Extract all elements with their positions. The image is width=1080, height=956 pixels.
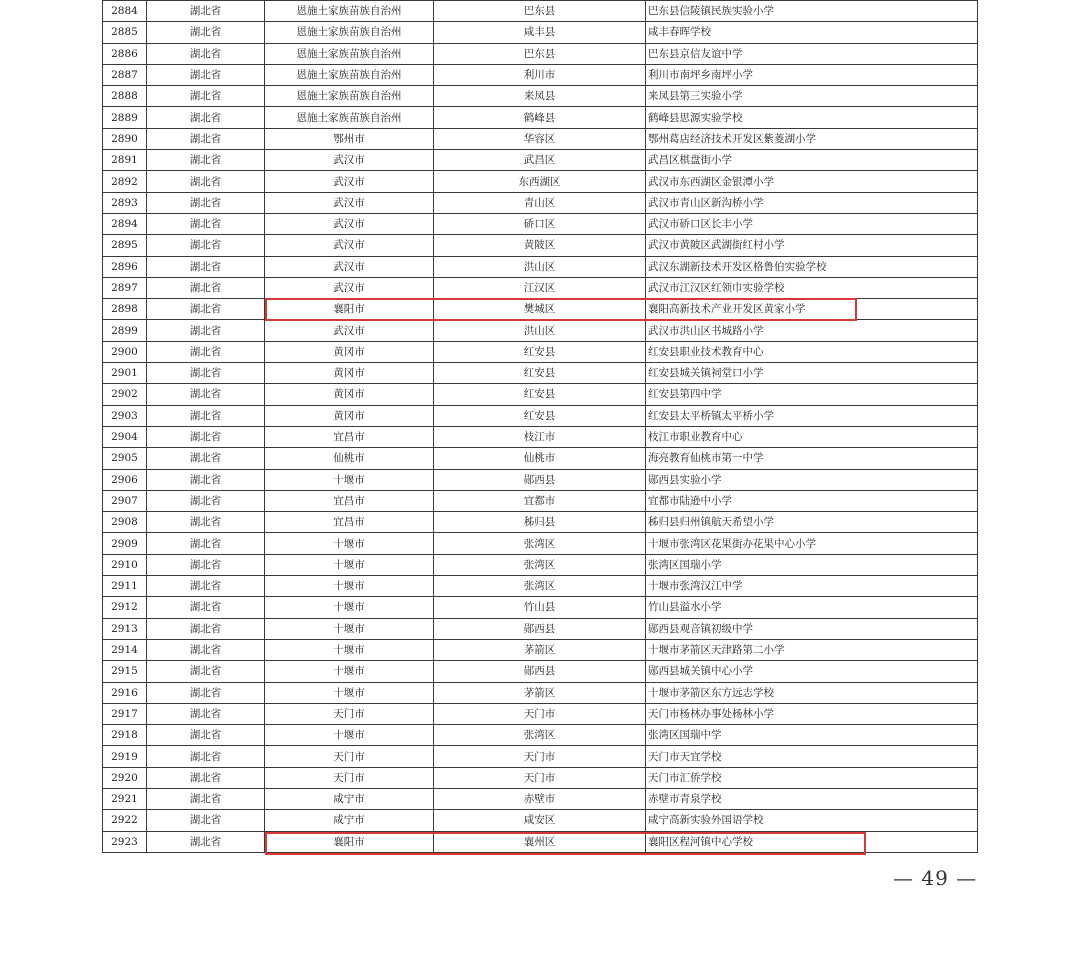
table-row xyxy=(103,22,978,43)
county-cell: 天门市 xyxy=(434,746,646,767)
table-row xyxy=(103,618,978,639)
city-cell: 黄冈市 xyxy=(265,363,434,384)
city-cell: 十堰市 xyxy=(265,639,434,660)
table-row xyxy=(103,320,978,341)
county-cell: 枝江市 xyxy=(434,426,646,447)
city-cell: 仙桃市 xyxy=(265,448,434,469)
city-cell: 恩施土家族苗族自治州 xyxy=(265,43,434,64)
row-number-cell: 2897 xyxy=(103,277,147,298)
province-cell: 湖北省 xyxy=(147,725,265,746)
school-name-cell: 十堰市茅箭区东方远志学校 xyxy=(646,682,978,703)
page-number: — 49 — xyxy=(893,866,978,890)
county-cell: 青山区 xyxy=(434,192,646,213)
province-cell: 湖北省 xyxy=(147,171,265,192)
school-name-cell: 咸宁高新实验外国语学校 xyxy=(646,810,978,831)
row-number-cell: 2917 xyxy=(103,703,147,724)
school-name-cell: 郧西县城关镇中心小学 xyxy=(646,661,978,682)
school-name-cell: 张湾区国瑞小学 xyxy=(646,554,978,575)
county-cell: 红安县 xyxy=(434,405,646,426)
school-name-cell: 武汉市洪山区书城路小学 xyxy=(646,320,978,341)
row-number-cell: 2900 xyxy=(103,341,147,362)
city-cell: 十堰市 xyxy=(265,533,434,554)
county-cell: 巴东县 xyxy=(434,43,646,64)
school-name-cell: 武汉东湖新技术开发区格鲁伯实验学校 xyxy=(646,256,978,277)
county-cell: 巴东县 xyxy=(434,1,646,22)
table-row xyxy=(103,1,978,22)
province-cell: 湖北省 xyxy=(147,618,265,639)
school-name-cell: 张湾区国瑞中学 xyxy=(646,725,978,746)
school-name-cell: 天门市杨林办事处杨林小学 xyxy=(646,703,978,724)
county-cell: 洪山区 xyxy=(434,256,646,277)
row-number-cell: 2899 xyxy=(103,320,147,341)
city-cell: 鄂州市 xyxy=(265,128,434,149)
school-name-cell: 十堰市茅箭区天津路第二小学 xyxy=(646,639,978,660)
row-number-cell: 2914 xyxy=(103,639,147,660)
province-cell: 湖北省 xyxy=(147,405,265,426)
city-cell: 恩施土家族苗族自治州 xyxy=(265,1,434,22)
county-cell: 红安县 xyxy=(434,384,646,405)
table-row xyxy=(103,128,978,149)
city-cell: 武汉市 xyxy=(265,235,434,256)
school-name-cell: 秭归县归州镇航天希望小学 xyxy=(646,512,978,533)
school-name-cell: 武汉市青山区新沟桥小学 xyxy=(646,192,978,213)
province-cell: 湖北省 xyxy=(147,107,265,128)
city-cell: 咸宁市 xyxy=(265,810,434,831)
school-name-cell: 武昌区棋盘街小学 xyxy=(646,150,978,171)
table-row xyxy=(103,597,978,618)
province-cell: 湖北省 xyxy=(147,533,265,554)
row-number-cell: 2898 xyxy=(103,299,147,320)
school-name-cell: 鹤峰县思源实验学校 xyxy=(646,107,978,128)
city-cell: 武汉市 xyxy=(265,150,434,171)
table-row xyxy=(103,235,978,256)
row-number-cell: 2902 xyxy=(103,384,147,405)
table-row xyxy=(103,746,978,767)
county-cell: 硚口区 xyxy=(434,213,646,234)
school-list-body xyxy=(103,1,978,853)
table-row xyxy=(103,64,978,85)
row-number-cell: 2905 xyxy=(103,448,147,469)
school-name-cell: 天门市天宜学校 xyxy=(646,746,978,767)
county-cell: 茅箭区 xyxy=(434,682,646,703)
city-cell: 襄阳市 xyxy=(265,831,434,852)
row-number-cell: 2918 xyxy=(103,725,147,746)
county-cell: 武昌区 xyxy=(434,150,646,171)
school-name-cell: 郧西县实验小学 xyxy=(646,469,978,490)
school-name-cell: 宜都市陆逊中小学 xyxy=(646,490,978,511)
row-number-cell: 2923 xyxy=(103,831,147,852)
table-row xyxy=(103,554,978,575)
city-cell: 黄冈市 xyxy=(265,384,434,405)
row-number-cell: 2920 xyxy=(103,767,147,788)
province-cell: 湖北省 xyxy=(147,128,265,149)
province-cell: 湖北省 xyxy=(147,277,265,298)
city-cell: 恩施土家族苗族自治州 xyxy=(265,64,434,85)
row-number-cell: 2888 xyxy=(103,86,147,107)
city-cell: 十堰市 xyxy=(265,554,434,575)
county-cell: 赤壁市 xyxy=(434,788,646,809)
row-number-cell: 2901 xyxy=(103,363,147,384)
province-cell: 湖北省 xyxy=(147,150,265,171)
county-cell: 利川市 xyxy=(434,64,646,85)
province-cell: 湖北省 xyxy=(147,192,265,213)
province-cell: 湖北省 xyxy=(147,299,265,320)
county-cell: 咸丰县 xyxy=(434,22,646,43)
province-cell: 湖北省 xyxy=(147,1,265,22)
city-cell: 十堰市 xyxy=(265,597,434,618)
row-number-cell: 2908 xyxy=(103,512,147,533)
table-row xyxy=(103,682,978,703)
city-cell: 黄冈市 xyxy=(265,405,434,426)
province-cell: 湖北省 xyxy=(147,490,265,511)
province-cell: 湖北省 xyxy=(147,256,265,277)
city-cell: 十堰市 xyxy=(265,682,434,703)
school-name-cell: 武汉市东西湖区金银潭小学 xyxy=(646,171,978,192)
school-name-cell: 巴东县信陵镇民族实验小学 xyxy=(646,1,978,22)
row-number-cell: 2919 xyxy=(103,746,147,767)
row-number-cell: 2906 xyxy=(103,469,147,490)
row-number-cell: 2884 xyxy=(103,1,147,22)
row-number-cell: 2903 xyxy=(103,405,147,426)
school-name-cell: 海亮教育仙桃市第一中学 xyxy=(646,448,978,469)
county-cell: 东西湖区 xyxy=(434,171,646,192)
city-cell: 十堰市 xyxy=(265,725,434,746)
table-row xyxy=(103,107,978,128)
row-number-cell: 2896 xyxy=(103,256,147,277)
county-cell: 仙桃市 xyxy=(434,448,646,469)
school-name-cell: 咸丰春晖学校 xyxy=(646,22,978,43)
table-row xyxy=(103,831,978,852)
city-cell: 武汉市 xyxy=(265,320,434,341)
province-cell: 湖北省 xyxy=(147,320,265,341)
row-number-cell: 2893 xyxy=(103,192,147,213)
province-cell: 湖北省 xyxy=(147,426,265,447)
row-number-cell: 2885 xyxy=(103,22,147,43)
city-cell: 宜昌市 xyxy=(265,490,434,511)
table-row xyxy=(103,192,978,213)
county-cell: 秭归县 xyxy=(434,512,646,533)
province-cell: 湖北省 xyxy=(147,64,265,85)
province-cell: 湖北省 xyxy=(147,448,265,469)
table-row xyxy=(103,86,978,107)
province-cell: 湖北省 xyxy=(147,86,265,107)
city-cell: 武汉市 xyxy=(265,256,434,277)
row-number-cell: 2887 xyxy=(103,64,147,85)
table-row xyxy=(103,256,978,277)
row-number-cell: 2894 xyxy=(103,213,147,234)
city-cell: 恩施土家族苗族自治州 xyxy=(265,107,434,128)
city-cell: 宜昌市 xyxy=(265,426,434,447)
county-cell: 樊城区 xyxy=(434,299,646,320)
city-cell: 宜昌市 xyxy=(265,512,434,533)
row-number-cell: 2915 xyxy=(103,661,147,682)
county-cell: 张湾区 xyxy=(434,576,646,597)
table-row xyxy=(103,767,978,788)
row-number-cell: 2910 xyxy=(103,554,147,575)
city-cell: 黄冈市 xyxy=(265,341,434,362)
city-cell: 十堰市 xyxy=(265,661,434,682)
school-name-cell: 赤壁市青泉学校 xyxy=(646,788,978,809)
county-cell: 宜都市 xyxy=(434,490,646,511)
province-cell: 湖北省 xyxy=(147,703,265,724)
school-name-cell: 利川市南坪乡南坪小学 xyxy=(646,64,978,85)
school-name-cell: 枝江市职业教育中心 xyxy=(646,426,978,447)
county-cell: 张湾区 xyxy=(434,554,646,575)
city-cell: 咸宁市 xyxy=(265,788,434,809)
province-cell: 湖北省 xyxy=(147,661,265,682)
county-cell: 竹山县 xyxy=(434,597,646,618)
province-cell: 湖北省 xyxy=(147,384,265,405)
county-cell: 郧西县 xyxy=(434,618,646,639)
row-number-cell: 2889 xyxy=(103,107,147,128)
province-cell: 湖北省 xyxy=(147,22,265,43)
row-number-cell: 2921 xyxy=(103,788,147,809)
county-cell: 洪山区 xyxy=(434,320,646,341)
county-cell: 红安县 xyxy=(434,363,646,384)
row-number-cell: 2904 xyxy=(103,426,147,447)
school-name-cell: 巴东县京信友谊中学 xyxy=(646,43,978,64)
school-name-cell: 红安县城关镇祠堂口小学 xyxy=(646,363,978,384)
row-number-cell: 2892 xyxy=(103,171,147,192)
province-cell: 湖北省 xyxy=(147,788,265,809)
county-cell: 天门市 xyxy=(434,767,646,788)
province-cell: 湖北省 xyxy=(147,810,265,831)
table-row xyxy=(103,299,978,320)
county-cell: 郧西县 xyxy=(434,469,646,490)
school-name-cell: 武汉市黄陂区武湖街红村小学 xyxy=(646,235,978,256)
table-row xyxy=(103,469,978,490)
county-cell: 襄州区 xyxy=(434,831,646,852)
table-row xyxy=(103,788,978,809)
city-cell: 武汉市 xyxy=(265,277,434,298)
county-cell: 鹤峰县 xyxy=(434,107,646,128)
city-cell: 恩施土家族苗族自治州 xyxy=(265,22,434,43)
table-row xyxy=(103,43,978,64)
province-cell: 湖北省 xyxy=(147,831,265,852)
table-row xyxy=(103,341,978,362)
row-number-cell: 2912 xyxy=(103,597,147,618)
school-name-cell: 来凤县第三实验小学 xyxy=(646,86,978,107)
table-row xyxy=(103,277,978,298)
county-cell: 天门市 xyxy=(434,703,646,724)
school-name-cell: 红安县第四中学 xyxy=(646,384,978,405)
province-cell: 湖北省 xyxy=(147,746,265,767)
table-row xyxy=(103,150,978,171)
row-number-cell: 2886 xyxy=(103,43,147,64)
school-name-cell: 天门市汇侨学校 xyxy=(646,767,978,788)
table-row xyxy=(103,576,978,597)
county-cell: 江汉区 xyxy=(434,277,646,298)
school-name-cell: 竹山县溢水小学 xyxy=(646,597,978,618)
city-cell: 天门市 xyxy=(265,767,434,788)
school-name-cell: 武汉市江汉区红领巾实验学校 xyxy=(646,277,978,298)
province-cell: 湖北省 xyxy=(147,682,265,703)
province-cell: 湖北省 xyxy=(147,213,265,234)
city-cell: 襄阳市 xyxy=(265,299,434,320)
city-cell: 武汉市 xyxy=(265,213,434,234)
row-number-cell: 2909 xyxy=(103,533,147,554)
table-row xyxy=(103,639,978,660)
table-row xyxy=(103,512,978,533)
table-row xyxy=(103,448,978,469)
county-cell: 张湾区 xyxy=(434,533,646,554)
county-cell: 咸安区 xyxy=(434,810,646,831)
table-row xyxy=(103,363,978,384)
school-name-cell: 十堰市张湾汉江中学 xyxy=(646,576,978,597)
row-number-cell: 2922 xyxy=(103,810,147,831)
row-number-cell: 2916 xyxy=(103,682,147,703)
table-row xyxy=(103,171,978,192)
county-cell: 黄陂区 xyxy=(434,235,646,256)
province-cell: 湖北省 xyxy=(147,363,265,384)
province-cell: 湖北省 xyxy=(147,767,265,788)
county-cell: 华容区 xyxy=(434,128,646,149)
row-number-cell: 2911 xyxy=(103,576,147,597)
county-cell: 茅箭区 xyxy=(434,639,646,660)
table-row xyxy=(103,405,978,426)
province-cell: 湖北省 xyxy=(147,43,265,64)
table-row xyxy=(103,384,978,405)
city-cell: 恩施土家族苗族自治州 xyxy=(265,86,434,107)
school-name-cell: 十堰市张湾区花果街办花果中心小学 xyxy=(646,533,978,554)
county-cell: 红安县 xyxy=(434,341,646,362)
table-row xyxy=(103,725,978,746)
school-name-cell: 襄阳区程河镇中心学校 xyxy=(646,831,978,852)
table-row xyxy=(103,703,978,724)
row-number-cell: 2913 xyxy=(103,618,147,639)
city-cell: 十堰市 xyxy=(265,576,434,597)
school-name-cell: 红安县职业技术教育中心 xyxy=(646,341,978,362)
city-cell: 天门市 xyxy=(265,746,434,767)
school-name-cell: 红安县太平桥镇太平桥小学 xyxy=(646,405,978,426)
province-cell: 湖北省 xyxy=(147,554,265,575)
school-name-cell: 鄂州葛店经济技术开发区紫菱湖小学 xyxy=(646,128,978,149)
table-row xyxy=(103,661,978,682)
row-number-cell: 2890 xyxy=(103,128,147,149)
province-cell: 湖北省 xyxy=(147,469,265,490)
province-cell: 湖北省 xyxy=(147,576,265,597)
city-cell: 武汉市 xyxy=(265,171,434,192)
school-list-table xyxy=(102,0,978,853)
province-cell: 湖北省 xyxy=(147,512,265,533)
table-row xyxy=(103,213,978,234)
table-row xyxy=(103,490,978,511)
row-number-cell: 2895 xyxy=(103,235,147,256)
county-cell: 来凤县 xyxy=(434,86,646,107)
province-cell: 湖北省 xyxy=(147,597,265,618)
school-name-cell: 襄阳高新技术产业开发区黄家小学 xyxy=(646,299,978,320)
row-number-cell: 2891 xyxy=(103,150,147,171)
province-cell: 湖北省 xyxy=(147,639,265,660)
table-row xyxy=(103,533,978,554)
province-cell: 湖北省 xyxy=(147,341,265,362)
city-cell: 天门市 xyxy=(265,703,434,724)
county-cell: 郧西县 xyxy=(434,661,646,682)
province-cell: 湖北省 xyxy=(147,235,265,256)
school-name-cell: 武汉市硚口区长丰小学 xyxy=(646,213,978,234)
city-cell: 武汉市 xyxy=(265,192,434,213)
table-row xyxy=(103,810,978,831)
school-name-cell: 郧西县观音镇初级中学 xyxy=(646,618,978,639)
city-cell: 十堰市 xyxy=(265,469,434,490)
table-row xyxy=(103,426,978,447)
county-cell: 张湾区 xyxy=(434,725,646,746)
row-number-cell: 2907 xyxy=(103,490,147,511)
city-cell: 十堰市 xyxy=(265,618,434,639)
